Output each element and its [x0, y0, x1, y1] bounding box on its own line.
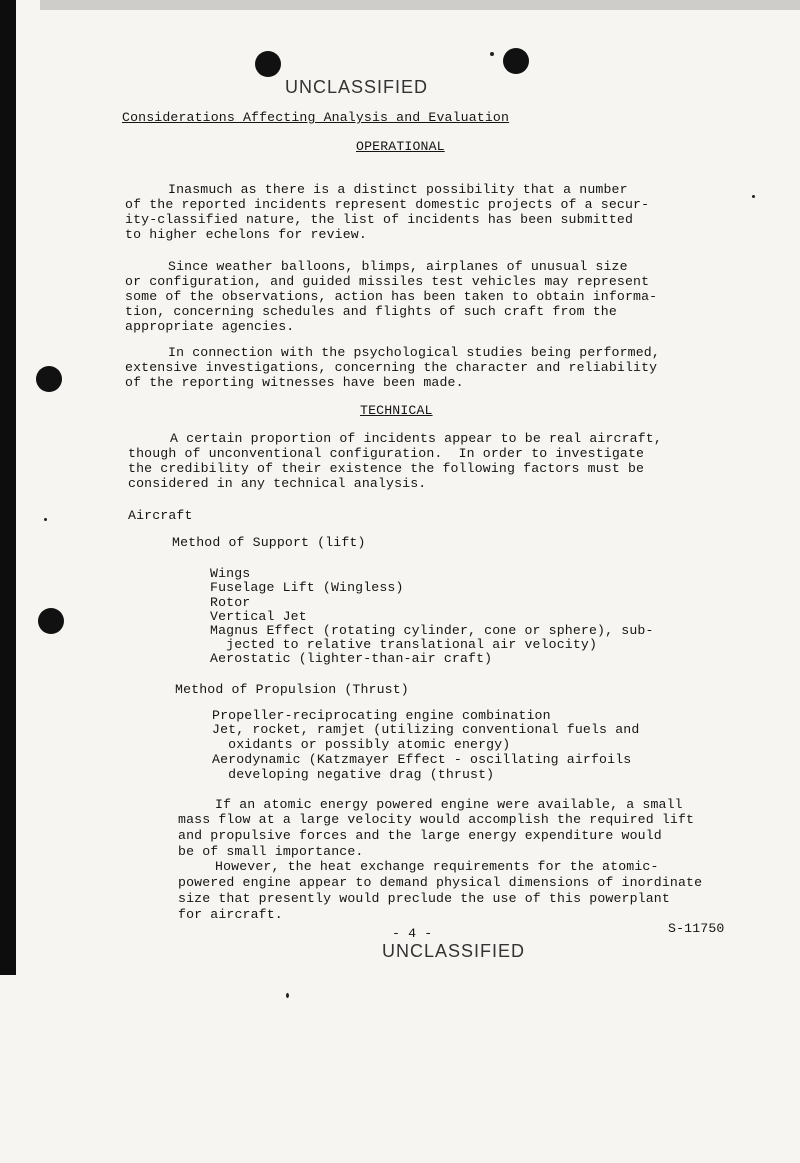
scan-edge-left — [0, 0, 16, 975]
operational-p2-line: Since weather balloons, blimps, airplanes of unusual size — [168, 259, 628, 274]
technical-p3-line: size that presently would preclude the use of this powerplant — [178, 891, 670, 906]
propulsion-item: Aerodynamic (Katzmayer Effect - oscillating airfoils — [212, 752, 632, 767]
propulsion-item: oxidants or possibly atomic energy) — [212, 737, 511, 752]
operational-p1-line: of the reported incidents represent domestic projects of a secur- — [125, 197, 650, 212]
propulsion-label: Method of Propulsion (Thrust) — [175, 682, 409, 697]
scan-speck — [286, 993, 289, 998]
punch-hole-left-lower — [38, 608, 64, 634]
operational-p2-line: appropriate agencies. — [125, 319, 295, 334]
technical-p2-line: and propulsive forces and the large energy expenditure would — [178, 828, 662, 843]
punch-hole-top-right — [503, 48, 529, 74]
propulsion-item: Jet, rocket, ramjet (utilizing conventional fuels and — [212, 722, 640, 737]
technical-p1-line: considered in any technical analysis. — [128, 476, 427, 491]
technical-p3-line: powered engine appear to demand physical dimensions of inordinate — [178, 875, 703, 890]
document-title: Considerations Affecting Analysis and Evaluation — [122, 110, 510, 125]
technical-p1-line: A certain proportion of incidents appear to be real aircraft, — [170, 431, 662, 446]
support-item: jected to relative translational air velocity) — [210, 637, 598, 652]
support-item: Vertical Jet — [210, 609, 307, 624]
punch-hole-left-upper — [36, 366, 62, 392]
operational-p2-line: or configuration, and guided missiles test vehicles may represent — [125, 274, 650, 289]
classification-stamp-bottom: UNCLASSIFIED — [382, 941, 526, 961]
scan-speck — [752, 195, 755, 198]
support-item: Magnus Effect (rotating cylinder, cone or sphere), sub- — [210, 623, 654, 638]
operational-p1-line: ity-classified nature, the list of incidents has been submitted — [125, 212, 634, 227]
propulsion-item: Propeller-reciprocating engine combination — [212, 708, 551, 723]
section-heading-technical: TECHNICAL — [360, 403, 433, 418]
page-number: - 4 - — [392, 926, 433, 941]
operational-p2-line: tion, concerning schedules and flights of such craft from the — [125, 304, 617, 319]
aircraft-label: Aircraft — [128, 508, 193, 523]
support-item: Rotor — [210, 595, 251, 610]
technical-p1-line: though of unconventional configuration. In order to investigate — [128, 446, 645, 461]
technical-p2-line: mass flow at a large velocity would accomplish the required lift — [178, 812, 695, 827]
punch-hole-top-left — [255, 51, 281, 77]
section-heading-operational: OPERATIONAL — [356, 139, 445, 154]
operational-p3-line: extensive investigations, concerning the character and reliability — [125, 360, 658, 375]
technical-p1-line: the credibility of their existence the following factors must be — [128, 461, 645, 476]
support-item: Wings — [210, 566, 251, 581]
scan-speck — [490, 52, 494, 56]
propulsion-item: developing negative drag (thrust) — [212, 767, 495, 782]
scan-speck — [44, 518, 47, 521]
operational-p1-line: to higher echelons for review. — [125, 227, 367, 242]
operational-p3-line: In connection with the psychological studies being performed, — [168, 345, 660, 360]
document-number: S-11750 — [668, 921, 725, 936]
operational-p3-line: of the reporting witnesses have been made. — [125, 375, 464, 390]
support-label: Method of Support (lift) — [172, 535, 366, 550]
technical-p3-line: However, the heat exchange requirements for the atomic- — [215, 859, 659, 874]
technical-p3-line: for aircraft. — [178, 907, 283, 922]
scan-edge-top — [40, 0, 800, 10]
support-item: Aerostatic (lighter-than-air craft) — [210, 651, 493, 666]
operational-p2-line: some of the observations, action has been taken to obtain informa- — [125, 289, 658, 304]
operational-p1-line: Inasmuch as there is a distinct possibility that a number — [168, 182, 628, 197]
technical-p2-line: be of small importance. — [178, 844, 364, 859]
technical-p2-line: If an atomic energy powered engine were available, a small — [215, 797, 683, 812]
support-item: Fuselage Lift (Wingless) — [210, 580, 404, 595]
classification-stamp-top: UNCLASSIFIED — [285, 77, 429, 97]
